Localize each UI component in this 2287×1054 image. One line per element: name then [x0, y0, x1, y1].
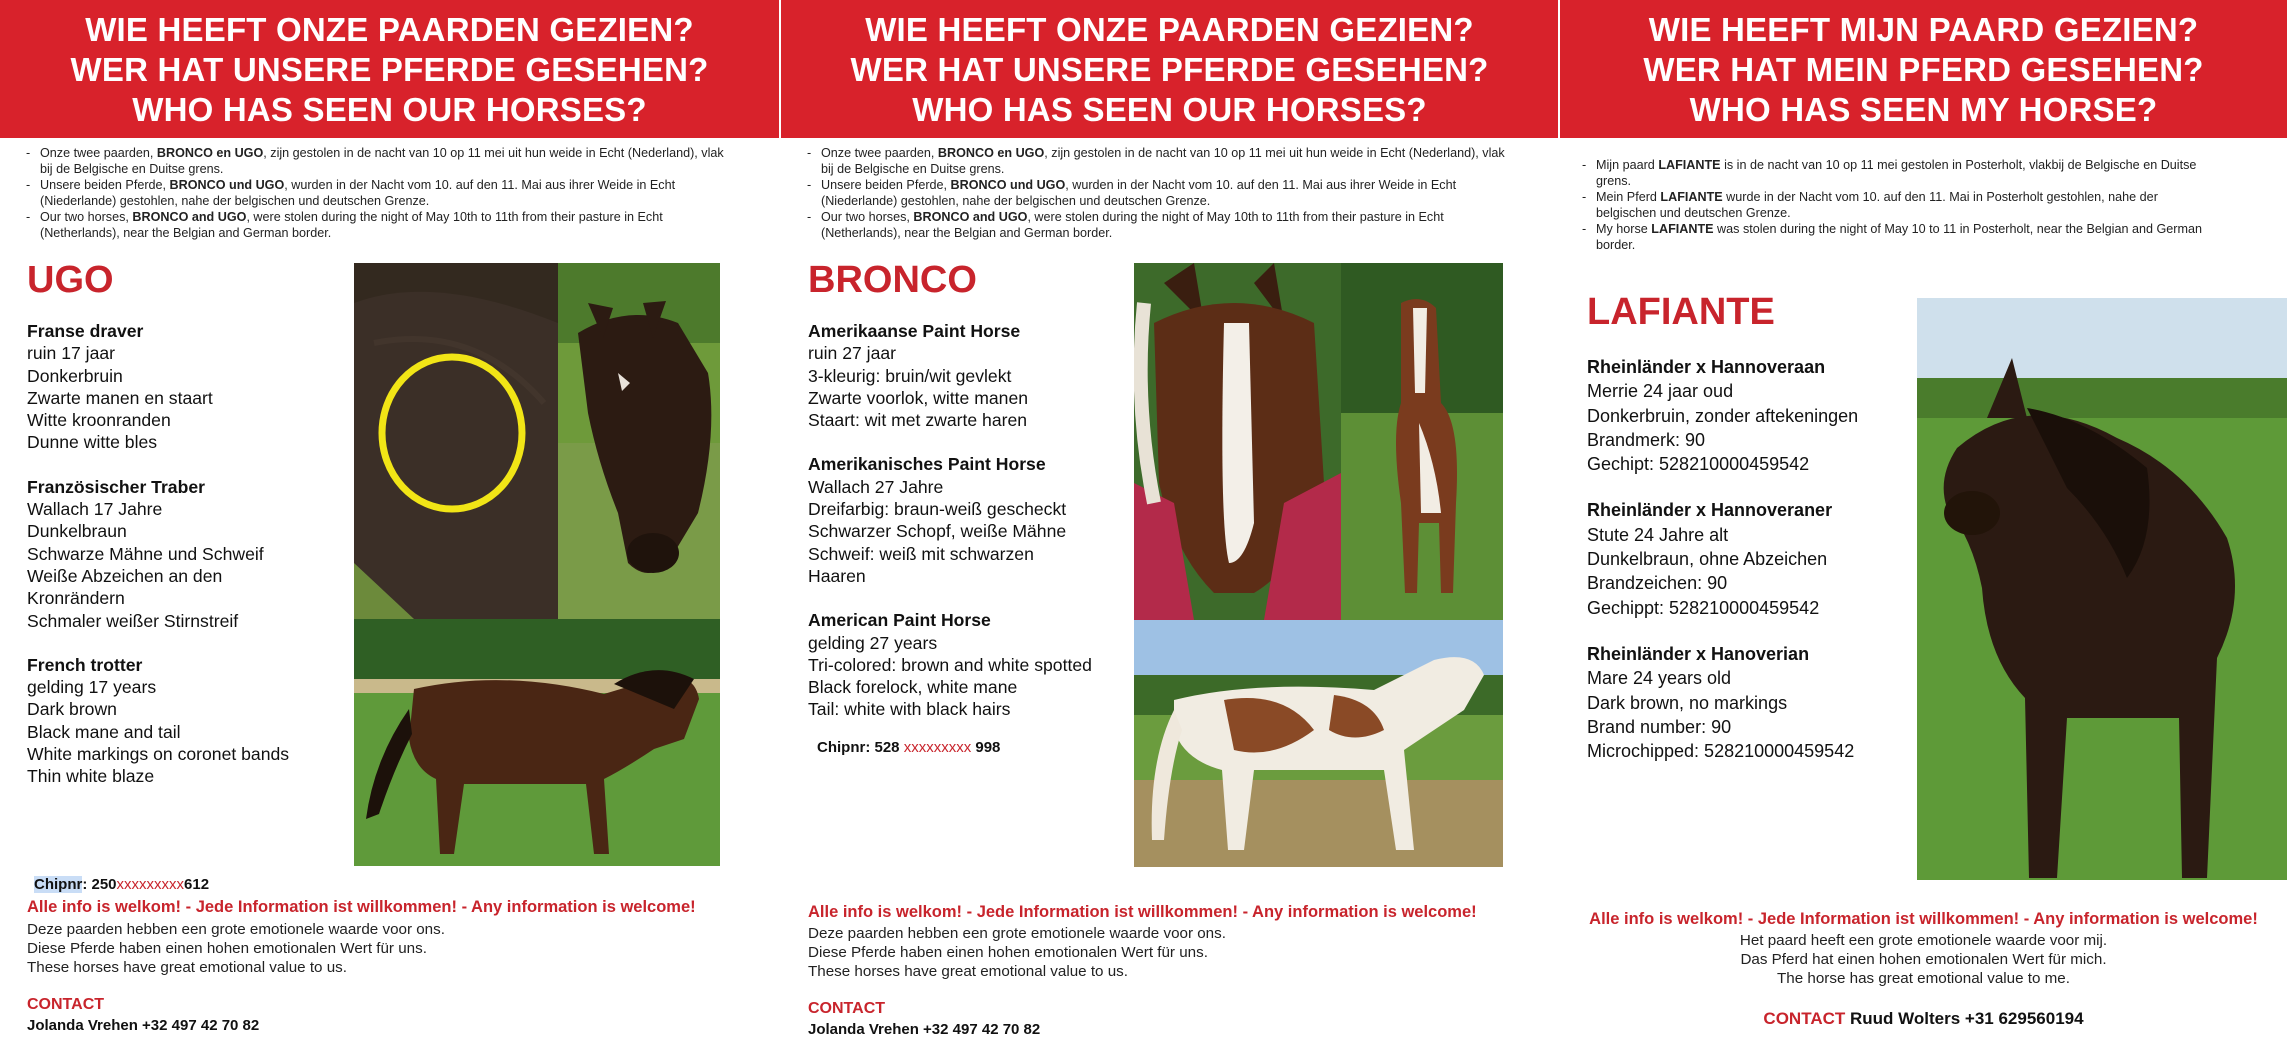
intro-text-fragment: , were stolen during the night of May 10th to 11th from their pasture in Echt (Netherlands), near the Belgian and German border. — [821, 210, 1444, 240]
detail-line: Gechipt: 528210000459542 — [1587, 454, 1810, 475]
emotional-line: Diese Pferde haben einen hohen emotionalen Wert für uns. — [27, 940, 427, 957]
chip-label: Chipnr — [34, 876, 83, 893]
emotional-line: Diese Pferde haben einen hohen emotionalen Wert für uns. — [808, 944, 1208, 961]
detail-line: Haaren — [808, 565, 866, 586]
detail-block — [27, 476, 347, 632]
detail-line: Dunkelbraun — [27, 521, 127, 542]
detail-block — [27, 654, 347, 788]
detail-line: Witte kroonranden — [27, 410, 171, 431]
horse-name: LAFIANTE — [1587, 291, 1775, 333]
detail-line: Zwarte manen en staart — [27, 387, 213, 408]
intro-bullet — [26, 177, 726, 209]
detail-line: ruin 17 jaar — [27, 343, 116, 364]
intro-text-fragment: , zijn gestolen in de nacht van 10 op 11 mei uit hun weide in Echt (Nederland), vlak bij de Belgische en Duitse grens. — [821, 146, 1505, 176]
detail-block-title: Amerikaanse Paint Horse — [808, 321, 1021, 341]
chip-prefix: : 250 — [82, 876, 117, 893]
photo-ugo-head — [558, 263, 720, 619]
detail-line: Kronrändern — [27, 588, 125, 609]
banner-line-en: WHO HAS SEEN MY HORSE? — [1689, 91, 2158, 128]
contact-person: Jolanda Vrehen +32 497 42 70 82 — [808, 1021, 1041, 1038]
emotional-value — [27, 920, 445, 977]
intro-text-fragment: , wurden in der Nacht vom 10. auf den 11. Mai aus ihrer Weide in Echt (Niederlande) gestohlen, nahe der belgischen und deutschen Grenze. — [821, 178, 1457, 208]
poster-banner — [0, 0, 779, 138]
emotional-value — [808, 924, 1226, 981]
detail-line: Donkerbruin — [27, 365, 123, 386]
intro-text-fragment: wurde in der Nacht vom 10. auf den 11. Mai in Posterholt gestohlen, nahe der belgischen und deutschen Grenze. — [1596, 190, 2158, 220]
detail-line: Schmaler weißer Stirnstreif — [27, 610, 239, 631]
detail-line: Brandmerk: 90 — [1587, 429, 1706, 450]
intro-text — [1582, 157, 2202, 253]
photo-lafiante — [1917, 298, 2287, 880]
horse-details — [808, 320, 1138, 743]
emotional-line: These horses have great emotional value to us. — [808, 963, 1128, 980]
intro-bullet — [26, 209, 726, 241]
horse-name: UGO — [27, 259, 114, 301]
intro-text-fragment: My horse — [1596, 222, 1652, 236]
emotional-line: These horses have great emotional value to us. — [27, 959, 347, 976]
welcome-line: Alle info is welkom! - Jede Information ist willkommen! - Any information is welcome! — [808, 903, 1477, 921]
chip-mask: xxxxxxxxx — [903, 739, 972, 756]
banner-line-de: WER HAT UNSERE PFERDE GESEHEN? — [850, 51, 1489, 88]
intro-text-fragment: , were stolen during the night of May 10th to 11th from their pasture in Echt (Netherlands), near the Belgian and German border. — [40, 210, 663, 240]
chip-number — [817, 739, 1000, 756]
poster-banner — [1560, 0, 2287, 138]
emotional-value — [1560, 931, 2287, 988]
detail-line: Thin white blaze — [27, 766, 155, 787]
contact-label: CONTACT — [808, 1000, 886, 1017]
intro-bold-name: LAFIANTE — [1660, 190, 1723, 204]
detail-line: Schwarzer Schopf, weiße Mähne — [808, 521, 1067, 542]
intro-text-fragment: , zijn gestolen in de nacht van 10 op 11 mei uit hun weide in Echt (Nederland), vlak bij de Belgische en Duitse grens. — [40, 146, 724, 176]
chip-number — [34, 876, 209, 893]
detail-block-title: French trotter — [27, 654, 143, 675]
detail-line: Dreifarbig: braun-weiß gescheckt — [808, 499, 1067, 520]
detail-line: Black mane and tail — [27, 721, 181, 742]
banner-line-nl: WIE HEEFT ONZE PAARDEN GEZIEN? — [865, 11, 1474, 48]
banner-line-de: WER HAT UNSERE PFERDE GESEHEN? — [70, 51, 709, 88]
detail-line: Tail: white with black hairs — [808, 699, 1011, 720]
detail-block-title: Rheinländer x Hannoveraner — [1587, 500, 1833, 521]
chip-suffix: 998 — [971, 739, 1001, 756]
poster-ugo — [0, 0, 779, 1054]
detail-line: Stute 24 Jahre alt — [1587, 524, 1729, 545]
detail-line: ruin 27 jaar — [808, 343, 897, 364]
intro-bold-name: BRONCO and UGO — [132, 210, 247, 224]
detail-line: 3-kleurig: bruin/wit gevlekt — [808, 365, 1012, 386]
detail-line: Dunkelbraun, ohne Abzeichen — [1587, 549, 1828, 570]
detail-line: gelding 17 years — [27, 677, 157, 698]
contact-person: Jolanda Vrehen +32 497 42 70 82 — [27, 1017, 260, 1034]
detail-line: Microchipped: 528210000459542 — [1587, 741, 1855, 762]
detail-line: Merrie 24 jaar oud — [1587, 381, 1734, 402]
contact-label: CONTACT — [27, 996, 105, 1013]
photo-bronco-standing — [1341, 263, 1503, 620]
detail-line: Tri-colored: brown and white spotted — [808, 654, 1092, 675]
intro-text-fragment: Our two horses, — [40, 210, 133, 224]
contact-label: CONTACT — [1763, 1009, 1846, 1028]
detail-block-title: Rheinländer x Hannoveraan — [1587, 357, 1826, 377]
detail-block-title: American Paint Horse — [808, 610, 991, 631]
intro-bold-name: BRONCO and UGO — [913, 210, 1028, 224]
photo-bronco-head — [1134, 263, 1341, 620]
horse-name: BRONCO — [808, 259, 977, 301]
detail-line: Staart: wit met zwarte haren — [808, 410, 1028, 431]
welcome-line: Alle info is welkom! - Jede Information ist willkommen! - Any information is welcome! — [1589, 910, 2258, 928]
detail-block-title: Rheinländer x Hanoverian — [1587, 643, 1810, 664]
chip-prefix: : 528 — [865, 739, 904, 756]
detail-line: Dark brown, no markings — [1587, 692, 1788, 713]
detail-block — [808, 453, 1138, 587]
banner-line-nl: WIE HEEFT MIJN PAARD GEZIEN? — [1648, 11, 2199, 48]
detail-line: Weiße Abzeichen an den — [27, 565, 223, 586]
detail-block-title: Französischer Traber — [27, 476, 205, 497]
intro-bold-name: BRONCO und UGO — [169, 178, 285, 192]
banner-line-en: WHO HAS SEEN OUR HORSES? — [912, 91, 1427, 128]
intro-text-fragment: Onze twee paarden, — [821, 146, 938, 160]
chip-mask: xxxxxxxxx — [116, 876, 185, 893]
detail-line: Dunne witte bles — [27, 432, 158, 453]
detail-line: Dark brown — [27, 699, 117, 720]
detail-block-title: Amerikanisches Paint Horse — [808, 454, 1046, 475]
intro-text-fragment: was stolen during the night of May 10 to 11 in Posterholt, near the Belgian and German border. — [1596, 222, 2202, 252]
contact-row — [1560, 1009, 2287, 1029]
intro-text-fragment: Unsere beiden Pferde, — [821, 178, 951, 192]
detail-line: Schweif: weiß mit schwarzen — [808, 543, 1034, 564]
poster-bronco — [781, 0, 1558, 1054]
detail-line: Schwarze Mähne und Schweif — [27, 543, 264, 564]
detail-line: Black forelock, white mane — [808, 677, 1018, 698]
detail-line: gelding 27 years — [808, 632, 938, 653]
detail-block — [27, 320, 347, 454]
detail-block — [808, 320, 1138, 431]
detail-line: Wallach 17 Jahre — [27, 499, 163, 520]
detail-block — [808, 609, 1138, 720]
intro-text-fragment: , wurden in der Nacht vom 10. auf den 11. Mai aus ihrer Weide in Echt (Niederlande) gestohlen, nahe der belgischen und deutschen Grenze. — [40, 178, 676, 208]
detail-block — [1587, 498, 1917, 619]
detail-line: Brandzeichen: 90 — [1587, 573, 1728, 594]
banner-line-en: WHO HAS SEEN OUR HORSES? — [132, 91, 647, 128]
emotional-line: Het paard heeft een grote emotionele waarde voor mij. — [1739, 932, 2108, 949]
photo-bronco-paint-body — [1134, 620, 1503, 867]
intro-bullet — [807, 209, 1507, 241]
intro-bullet — [1582, 157, 2202, 189]
intro-text-fragment: Our two horses, — [821, 210, 914, 224]
intro-bullet — [1582, 221, 2202, 253]
horse-details — [1587, 355, 1917, 785]
emotional-line: Das Pferd hat einen hohen emotionalen Wert für mich. — [1740, 951, 2107, 968]
detail-line: Donkerbruin, zonder aftekeningen — [1587, 405, 1859, 426]
intro-bold-name: LAFIANTE — [1651, 222, 1714, 236]
detail-line: Brand number: 90 — [1587, 716, 1732, 737]
detail-block — [1587, 355, 1917, 476]
poster-lafiante — [1560, 0, 2287, 1054]
intro-bullet — [807, 177, 1507, 209]
intro-text-fragment: Unsere beiden Pferde, — [40, 178, 170, 192]
detail-line: Mare 24 years old — [1587, 668, 1732, 689]
chip-label: Chipnr — [817, 739, 866, 756]
banner-line-nl: WIE HEEFT ONZE PAARDEN GEZIEN? — [85, 11, 694, 48]
intro-text-fragment: Onze twee paarden, — [40, 146, 157, 160]
photo-ugo-flank-closeup — [354, 263, 558, 619]
intro-bold-name: LAFIANTE — [1658, 158, 1721, 172]
poster-banner — [781, 0, 1558, 138]
intro-text-fragment: is in de nacht van 10 op 11 mei gestolen in Posterholt, vlakbij de Belgische en Duitse grens. — [1596, 158, 2197, 188]
photo-ugo-full-body — [354, 619, 720, 866]
detail-line: Gechippt: 528210000459542 — [1587, 597, 1820, 618]
chip-suffix: 612 — [184, 876, 210, 893]
detail-block — [1587, 642, 1917, 763]
emotional-line: The horse has great emotional value to me. — [1777, 970, 2070, 987]
intro-bold-name: BRONCO und UGO — [950, 178, 1066, 192]
intro-text-fragment: Mijn paard — [1596, 158, 1659, 172]
contact-person: Ruud Wolters +31 629560194 — [1850, 1009, 2084, 1028]
intro-bullet — [26, 145, 726, 177]
detail-line: White markings on coronet bands — [27, 744, 290, 765]
detail-line: Zwarte voorlok, witte manen — [808, 387, 1029, 408]
detail-line: Wallach 27 Jahre — [808, 476, 944, 497]
intro-text — [26, 145, 726, 241]
intro-bold-name: BRONCO en UGO — [156, 146, 264, 160]
intro-bullet — [1582, 189, 2202, 221]
emotional-line: Deze paarden hebben een grote emotionele waarde voor ons. — [27, 921, 445, 938]
emotional-line: Deze paarden hebben een grote emotionele waarde voor ons. — [808, 925, 1226, 942]
banner-line-de: WER HAT MEIN PFERD GESEHEN? — [1643, 51, 2204, 88]
intro-bold-name: BRONCO en UGO — [937, 146, 1045, 160]
welcome-line: Alle info is welkom! - Jede Information ist willkommen! - Any information is welcome! — [27, 898, 696, 916]
detail-block-title: Franse draver — [27, 321, 144, 341]
intro-bullet — [807, 145, 1507, 177]
intro-text-fragment: Mein Pferd — [1596, 190, 1661, 204]
intro-text — [807, 145, 1507, 241]
horse-details — [27, 320, 347, 810]
